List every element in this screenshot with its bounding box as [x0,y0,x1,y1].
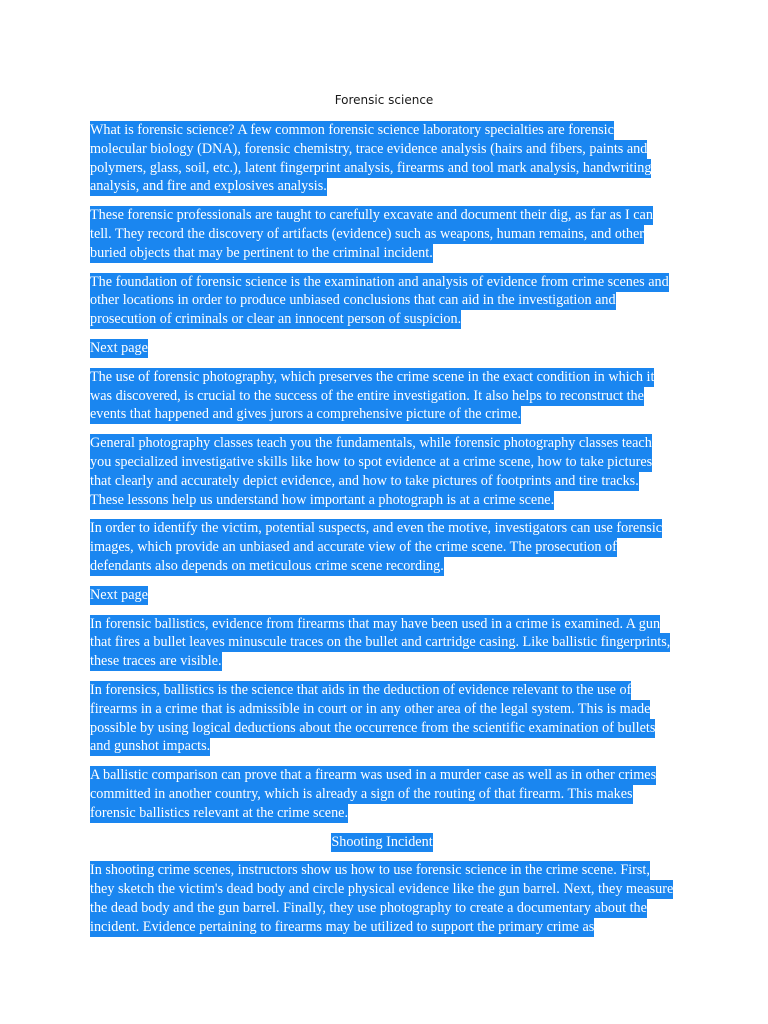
paragraph-10[interactable] [90,681,674,756]
selected-text: The use of forensic photography, which preserves the crime scene in the exact condition in which it was discovered, is crucial to the success of the entire investigation. It also helps to reconstruct the events that happened and gives jurors a comprehensive picture of the crime. [90,368,655,423]
paragraph-4[interactable] [90,339,674,358]
selected-text: Shooting Incident [331,833,433,850]
document-body[interactable] [90,121,674,946]
paragraph-2[interactable] [90,206,674,262]
selected-text: Next page [90,586,148,603]
paragraph-5[interactable] [90,368,674,424]
selected-text: Next page [90,339,148,356]
paragraph-11[interactable] [90,766,674,822]
paragraph-3[interactable] [90,273,674,329]
selected-text: These forensic professionals are taught to carefully excavate and document their dig, as far as I can tell. They record the discovery of artifacts (evidence) such as weapons, human remains, and other buried objects that may be pertinent to the criminal incident. [90,207,653,261]
selected-text: In forensics, ballistics is the science that aids in the deduction of evidence relevant to the use of firearms in a crime that is admissible in court or in any other area of the legal system. This is made possible by using logical deductions about the occurrence from the scientific examination of bullets and gunshot impacts. [90,681,656,755]
selected-text: A ballistic comparison can prove that a firearm was used in a murder case as well as in other crimes committed in another country, which is already a sign of the routing of that firearm. This makes forensic ballistics relevant at the crime scene. [90,767,657,821]
selected-text: In forensic ballistics, evidence from firearms that may have been used in a crime is examined. A gun that fires a bullet leaves minuscule traces on the bullet and cartridge casing. Like ballistic fingerprints, these traces are visible. [90,615,671,670]
selected-text: General photography classes teach you the fundamentals, while forensic photography classes teach you specialized investigative skills like how to spot evidence at a crime scene, how to take pictures that clearly and accurately depict evidence, and how to take pictures of footprints and tire tracks. These lessons help us understand how important a photograph is at a crime scene. [90,435,653,508]
selected-text: In shooting crime scenes, instructors show us how to use forensic science in the crime scene. First, they sketch the victim's dead body and circle physical evidence like the gun barrel. Next, they measure the dead body and the gun barrel. Finally, they use photography to create a documentary about the incident. Evidence pertaining to firearms may be utilized to support the primary crime as [90,862,674,935]
selected-text: The foundation of forensic science is the examination and analysis of evidence from crime scenes and other locations in order to produce unbiased conclusions that can aid in the investigation and prosecution of criminals or clear an innocent person of suspicion. [90,273,669,328]
selected-text: In order to identify the victim, potential suspects, and even the motive, investigators can use forensic images, which provide an unbiased and accurate view of the crime scene. The prosecution of defendants also depends on meticulous crime scene recording. [90,520,663,574]
paragraph-7[interactable] [90,519,674,575]
paragraph-6[interactable] [90,434,674,509]
paragraph-13[interactable] [90,861,674,936]
document-title: Forensic science [334,93,434,107]
paragraph-9[interactable] [90,615,674,671]
paragraph-12[interactable] [90,833,674,852]
paragraph-1[interactable] [90,121,674,196]
selected-text: What is forensic science? A few common forensic science laboratory specialties are forensic molecular biology (DNA), forensic chemistry, trace evidence analysis (hairs and fibers, paints and polymers, glass, soil, etc.), latent fingerprint analysis, firearms and tool mark analysis, handwriting analysis, and fire and explosives analysis. [90,122,652,195]
paragraph-8[interactable] [90,586,674,605]
